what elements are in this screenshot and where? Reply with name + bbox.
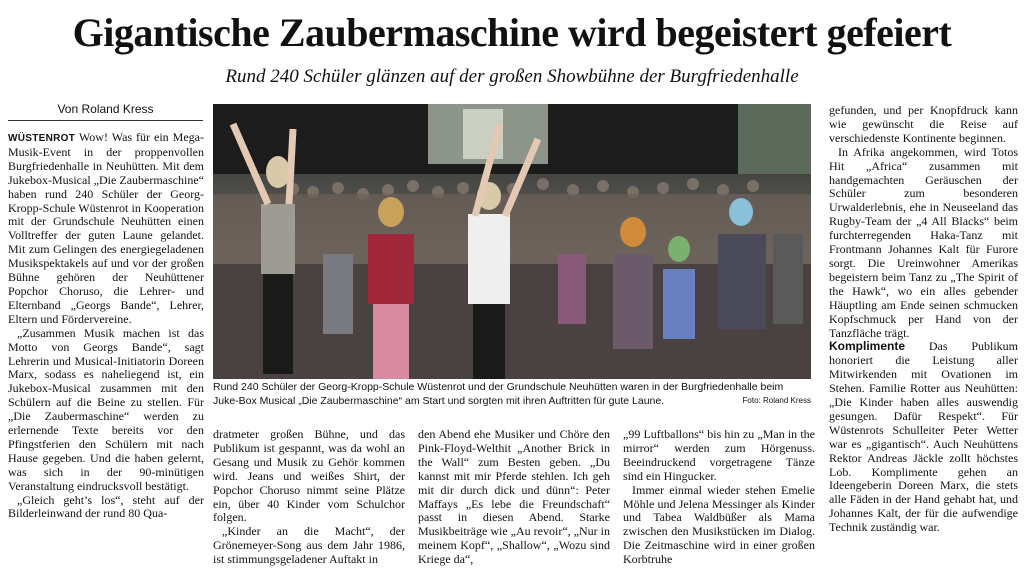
- article-column-3: [418, 428, 610, 583]
- dateline: WÜSTENROT: [8, 133, 76, 144]
- paragraph: „99 Luftballons“ bis hin zu „Man in the mirror“ werden zum Hörgenuss. Beeindruckend vorgetragene Tänze sind ein Hingucker.: [623, 428, 815, 483]
- paragraph: [829, 340, 1018, 535]
- paragraph: den Abend ehe Musiker und Chöre den Pink-Floyd-Welthit „Another Brick in the Wall“ zum Besten geben. „Du kannst mit mir Pferde stehlen. Ich geh mit dir durch dick und dünn“: Peter Maffays „Es lebe die Freundschaft“ passt in diesen Abend. Starke Musikbeiträge wie „Au revoir“, „Nur in meinem Kopf“, „Shallow“, „Wozu sind Kriege da“,: [418, 428, 610, 567]
- paragraph: „Zusammen Musik machen ist das Motto von Georgs Bande“, sagt Lehrerin und Musical-Initiatorin Doreen Marx, sodass es naheliegend ist, ein Jukebox-Musical zusammen mit den Schülern auf die Beine zu stellen. Für „Die Zaubermaschine“ werden zu erlernende Texte bereits vor den Pfingstferien den Schülern mit nach Hause gegeben. Und die haben gelernt, was sich in der 90-minütigen Veranstaltung eindrucksvoll bestätigt.: [8, 325, 204, 493]
- paragraph: dratmeter großen Bühne, und das Publikum ist gespannt, was da wohl an Gesang und Musik zu Gehör kommen wird. Jeans und weißes Shirt, der Popchor Choruso nimmt seine Plätze ein, über 40 Kinder vom Schulchor folgen.: [213, 428, 405, 525]
- article-column-2: [213, 428, 405, 583]
- article-column-4: [623, 428, 815, 583]
- subheading: Komplimente: [829, 339, 906, 354]
- paragraph: „Kinder an die Macht“, der Grönemeyer-Song aus dem Jahr 1986, ist stimmungsgeladener Auftakt in: [213, 524, 405, 567]
- photo-illustration: [213, 104, 811, 379]
- paragraph-text: Wow! Was für ein Mega-Musik-Event in der proppenvollen Burgfriedenhalle in Neuhütten. Mit dem Jukebox-Musical „Die Zaubermaschine“ haben rund 240 Schüler der Georg-Kropp-Schule Wüstenrot in Kooperation mit der Grundschule Neuhütten einen Volltreffer der guten Laune gelandet. Mit zum Gelingen des energiegeladenen Musikspektakels auf und vor der großen Bühne gehören der Neuhüttener Popchor Choruso, die Lehrer- und Elternband „Georgs Bande“, Lehrer, Eltern und Fördervereine.: [8, 131, 204, 326]
- article-photo: [213, 104, 811, 379]
- caption-text: Rund 240 Schüler der Georg-Kropp-Schule Wüstenrot und der Grundschule Neuhütten waren in der Burgfriedenhalle beim Juke-Box Musical „Die Zaubermaschine“ am Start und sorgten mit ihren Auftritten für gute Laune.: [213, 381, 784, 407]
- subheadline: Rund 240 Schüler glänzen auf der großen Showbühne der Burgfriedenhalle: [225, 66, 799, 87]
- article-column-1: [8, 131, 204, 583]
- paragraph: In Afrika angekommen, wird Totos Hit „Africa“ zusammen mit handgemachten Geräuschen der Schüler zum besonderen Urwalderlebnis, ehe in Neuseeland das Rugby-Team der „4 All Blacks“ beim furchterregenden Haka-Tanz mit Frontmann Johannes Kalt für Furore sorgt. Die Ureinwohner Amerikas begeistern beim Tanz zu „The Spirit of the Hawk“, wo ein alles gebender Häuptling am Ende seinen schmucken Kopfschmuck per Hand von der Tanzfläche trägt.: [829, 144, 1018, 340]
- paragraph: „Gleich geht’s los“, steht auf der Bilderleinwand der rund 80 Qua-: [8, 492, 204, 521]
- paragraph: Immer einmal wieder stehen Emelie Möhle und Jelena Messinger als Kinder und Tabea Waldbüßer als Mama zwischen den Musikstücken im Dialog. Die Zeitmaschine wird in einer großen Korbtruhe: [623, 482, 815, 567]
- paragraph: [8, 131, 204, 327]
- article-column-5: [829, 104, 1018, 583]
- photo-caption: [213, 380, 811, 408]
- paragraph-text: Das Publikum honoriert die Leistung aller Mitwirkenden mit Ovationen im Stehen. Familie Rotter aus Neuhütten: „Die Kinder haben alles auswendig gesungen. Dafür Respekt“. Für Wüstenrots Schulleiter Peter Wetter war es „gigantisch“. Auch Neuhüttens Rektor Andreas Jäckle zollt höchstes Lob. Komplimente gehen an Ideengeberin Doreen Marx, die stets alle Fäden in der Hand gehabt hat, und Johannes Kalt, der für die aufwendige Technik zuständig war.: [829, 339, 1018, 535]
- headline: Gigantische Zaubermaschine wird begeistert gefeiert: [72, 10, 952, 55]
- paragraph: gefunden, und per Knopfdruck kann wie gewünscht die Reise auf verschiedenste Kontinente beginnen.: [829, 104, 1018, 145]
- byline: Von Roland Kress: [8, 102, 203, 121]
- photo-credit: Foto: Roland Kress: [742, 396, 811, 405]
